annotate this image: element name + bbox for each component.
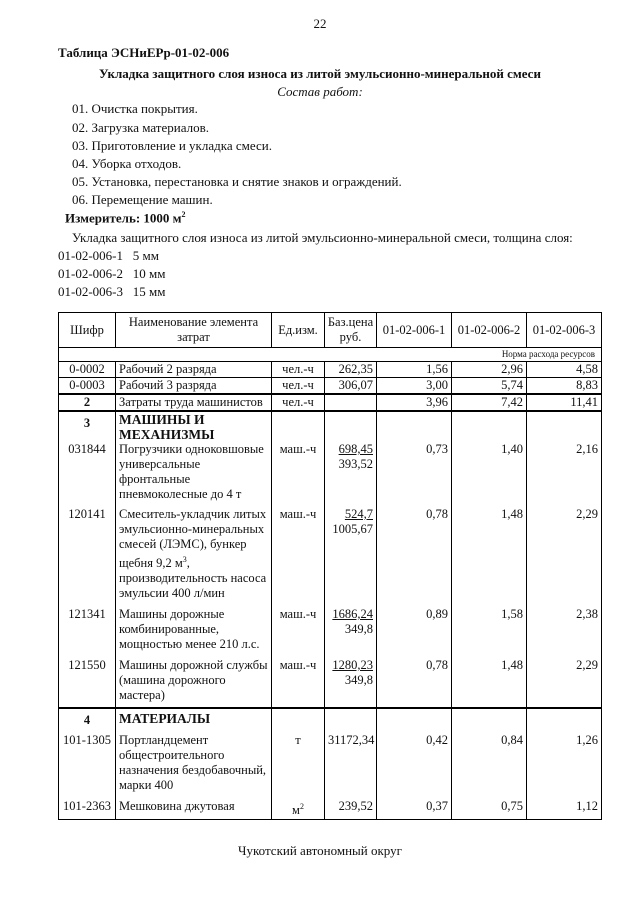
section-code: 4 xyxy=(59,708,116,729)
row-value-1: 0,42 xyxy=(377,729,452,799)
row-value-1: 1,56 xyxy=(377,362,452,378)
row-unit: $м^2$ xyxy=(272,799,325,820)
row-price: 239,52 xyxy=(325,799,377,820)
variant-row: 01-02-006-1 5 мм xyxy=(58,248,159,263)
header-code: Шифр xyxy=(59,313,116,348)
row-value-1: 0,89 xyxy=(377,607,452,658)
row-value-3: 2,29 xyxy=(527,658,602,708)
row-code: 2 xyxy=(59,394,116,411)
row-value-3: 2,29 xyxy=(527,507,602,607)
row-code: 121550 xyxy=(59,658,116,708)
row-value-3: 2,16 xyxy=(527,442,602,472)
page-number: 22 xyxy=(313,16,327,31)
row-value-3: 2,38 xyxy=(527,607,602,658)
row-name: Портландцемент общестроительного назначения бездобавочный, марки 400 xyxy=(116,729,272,799)
row-unit: маш.-ч xyxy=(272,507,325,607)
row-price: 262,35 xyxy=(325,362,377,378)
row-value-1: 3,96 xyxy=(377,394,452,411)
row-unit: чел.-ч xyxy=(272,362,325,378)
row-price: 698,45 393,52 xyxy=(325,442,377,472)
row-name: Машины дорожные комбинированные, мощностью менее 210 л.с. xyxy=(116,607,272,658)
row-price: 1280,23 349,8 xyxy=(325,658,377,708)
resource-table xyxy=(58,312,602,820)
row-code: 120141 xyxy=(59,507,116,607)
row-value-2: 1,40 xyxy=(452,442,527,472)
footer-region: Чукотский автономный округ xyxy=(238,843,402,858)
row-value-1: 0,73 xyxy=(377,442,452,472)
row-code: 0-0002 xyxy=(59,362,116,378)
table-header-row xyxy=(59,313,602,348)
row-price: 306,07 xyxy=(325,378,377,395)
row-value-1: 0,37 xyxy=(377,799,452,820)
row-unit: маш.-ч xyxy=(272,442,325,472)
row-name: Затраты труда машинистов xyxy=(116,394,272,411)
section-code: 3 xyxy=(59,411,116,442)
table-row xyxy=(59,607,602,658)
row-value-2: 0,84 xyxy=(452,729,527,799)
table-subtitle: Укладка защитного слоя износа из литой эмульсионно-минеральной смеси xyxy=(99,66,541,81)
work-item: 06. Перемещение машин. xyxy=(72,192,213,207)
row-name: Мешковина джутовая xyxy=(116,799,272,820)
composition-heading: Состав работ: xyxy=(277,84,363,99)
row-value-2: 1,58 xyxy=(452,607,527,658)
work-item: 04. Уборка отходов. xyxy=(72,156,182,171)
row-code: 0-0003 xyxy=(59,378,116,395)
row-name: Рабочий 3 разряда xyxy=(116,378,272,395)
row-price xyxy=(325,394,377,411)
work-item: 03. Приготовление и укладка смеси. xyxy=(72,138,272,153)
row-name: Машины дорожной службы (машина дорожного мастера) xyxy=(116,658,272,708)
section-title: МАШИНЫ И МЕХАНИЗМЫ xyxy=(116,411,272,442)
work-item: 01. Очистка покрытия. xyxy=(72,101,198,116)
table-row xyxy=(59,799,602,820)
row-unit: т xyxy=(272,729,325,799)
table-row xyxy=(59,442,602,472)
row-price: 524,7 1005,67 xyxy=(325,507,377,607)
section-title: МАТЕРИАЛЫ xyxy=(116,708,272,729)
header-price: Баз.цена руб. xyxy=(325,313,377,348)
section-row-machines xyxy=(59,411,602,442)
row-name: Рабочий 2 разряда xyxy=(116,362,272,378)
table-title: Таблица ЭСНиЕРр-01-02-006 xyxy=(58,45,230,60)
table-row-continuation xyxy=(59,472,602,507)
norma-label: Норма расхода ресурсов xyxy=(59,348,602,362)
row-value-2: 0,75 xyxy=(452,799,527,820)
row-value-2: 2,96 xyxy=(452,362,527,378)
header-variant-3: 01-02-006-3 xyxy=(527,313,602,348)
row-value-3: 11,41 xyxy=(527,394,602,411)
table-row xyxy=(59,729,602,799)
row-value-1: 3,00 xyxy=(377,378,452,395)
row-value-3: 8,83 xyxy=(527,378,602,395)
header-variant-2: 01-02-006-2 xyxy=(452,313,527,348)
row-name: Смеситель-укладчик литых эмульсионно-минеральных смесей (ЛЭМС), бункер щебня 9,2 $м^3$, производительность насоса эмульсии 400 л/мин xyxy=(116,507,272,607)
row-value-2: 1,48 xyxy=(452,507,527,607)
row-code: 101-2363 xyxy=(59,799,116,820)
table-row xyxy=(59,378,602,395)
row-unit: чел.-ч xyxy=(272,394,325,411)
work-item: 05. Установка, перестановка и снятие знаков и ограждений. xyxy=(72,174,402,189)
row-code: 121341 xyxy=(59,607,116,658)
row-value-3: 1,12 xyxy=(527,799,602,820)
row-value-2: 1,48 xyxy=(452,658,527,708)
layer-description: Укладка защитного слоя износа из литой эмульсионно-минеральной смеси, толщина слоя: xyxy=(72,230,573,245)
header-name: Наименование элемента затрат xyxy=(116,313,272,348)
row-value-3: 1,26 xyxy=(527,729,602,799)
row-name-continued: фронтальные пневмоколесные до 4 т xyxy=(116,472,272,507)
machinist-row xyxy=(59,394,602,411)
norma-row xyxy=(59,348,602,362)
header-unit: Ед.изм. xyxy=(272,313,325,348)
row-value-3: 4,58 xyxy=(527,362,602,378)
row-price: 31172,34 xyxy=(325,729,377,799)
table-row xyxy=(59,658,602,708)
table-row xyxy=(59,362,602,378)
variant-row: 01-02-006-2 10 мм xyxy=(58,266,166,281)
measurement-unit: Измеритель: 1000 $м^2$ xyxy=(65,210,186,226)
work-item: 02. Загрузка материалов. xyxy=(72,120,209,135)
row-code: 031844 xyxy=(59,442,116,472)
row-code: 101-1305 xyxy=(59,729,116,799)
row-unit: маш.-ч xyxy=(272,658,325,708)
row-unit: чел.-ч xyxy=(272,378,325,395)
row-value-2: 7,42 xyxy=(452,394,527,411)
row-value-1: 0,78 xyxy=(377,658,452,708)
row-value-2: 5,74 xyxy=(452,378,527,395)
row-unit: маш.-ч xyxy=(272,607,325,658)
row-value-1: 0,78 xyxy=(377,507,452,607)
row-name: Погрузчики одноковшовые универсальные xyxy=(116,442,272,472)
variant-row: 01-02-006-3 15 мм xyxy=(58,284,166,299)
header-variant-1: 01-02-006-1 xyxy=(377,313,452,348)
section-row-materials xyxy=(59,708,602,729)
row-price: 1686,24 349,8 xyxy=(325,607,377,658)
table-row xyxy=(59,507,602,607)
